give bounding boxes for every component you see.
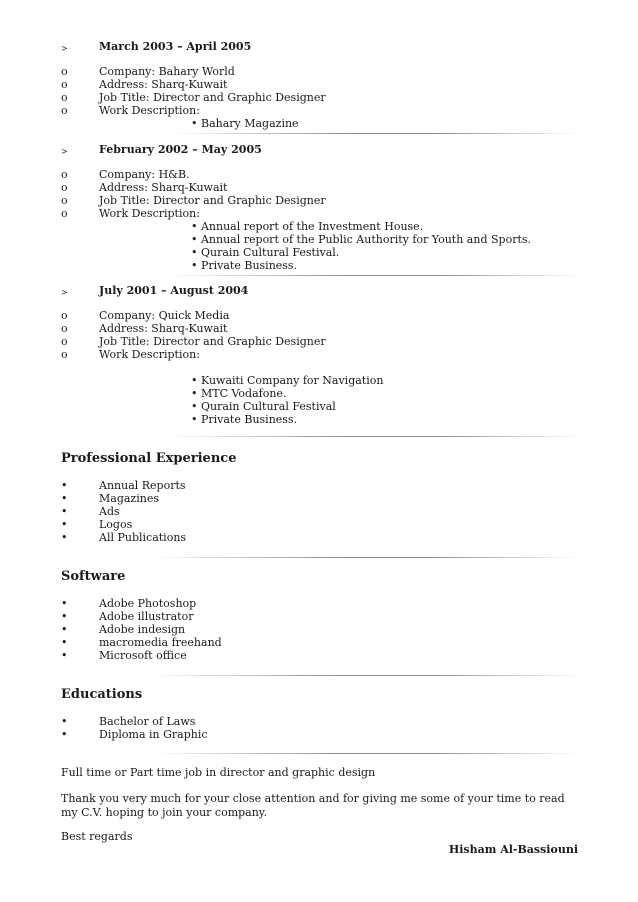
bullet-icon: • <box>61 610 68 623</box>
signature-name: Hisham Al-Bassiouni <box>448 843 578 856</box>
software-heading: Software <box>61 569 126 584</box>
software-item: Adobe indesign <box>99 623 186 636</box>
job2-item: • Private Business. <box>191 259 298 272</box>
bullet-icon: • <box>61 623 68 636</box>
circle-bullet-icon: o <box>61 322 68 335</box>
bullet-icon: • <box>61 531 68 544</box>
divider <box>170 436 580 437</box>
job2-date: February 2002 – May 2005 <box>99 143 262 156</box>
software-item: macromedia freehand <box>99 636 222 649</box>
divider <box>170 275 580 276</box>
arrow-marker-icon: > <box>61 147 68 156</box>
divider <box>150 557 580 558</box>
job2-item: • Qurain Cultural Festival. <box>191 246 340 259</box>
job1-item: • Bahary Magazine <box>191 117 299 130</box>
job1-title: Job Title: Director and Graphic Designer <box>99 91 326 104</box>
job3-desc-label: Work Description: <box>99 348 200 361</box>
bullet-icon: • <box>61 649 68 662</box>
experience-item: Ads <box>99 505 120 518</box>
software-item: Adobe Photoshop <box>99 597 197 610</box>
thanks-text: Thank you very much for your close attention and for giving me some of your time to read my C.V. hoping to join your company. <box>61 792 565 819</box>
job2-desc-label: Work Description: <box>99 207 200 220</box>
job1-date: March 2003 – April 2005 <box>99 40 252 53</box>
job3-date: July 2001 – August 2004 <box>99 284 249 297</box>
job3-title: Job Title: Director and Graphic Designer <box>99 335 326 348</box>
circle-bullet-icon: o <box>61 348 68 361</box>
bullet-icon: • <box>61 636 68 649</box>
circle-bullet-icon: o <box>61 181 68 194</box>
job3-item: • MTC Vodafone. <box>191 387 287 400</box>
job2-item: • Annual report of the Investment House. <box>191 220 424 233</box>
job2-address: Address: Sharq-Kuwait <box>99 181 228 194</box>
divider <box>150 753 580 754</box>
divider <box>170 133 580 134</box>
circle-bullet-icon: o <box>61 335 68 348</box>
circle-bullet-icon: o <box>61 168 68 181</box>
bullet-icon: • <box>61 518 68 531</box>
job2-item: • Annual report of the Public Authority for Youth and Sports. <box>191 233 532 246</box>
job3-item: • Qurain Cultural Festival <box>191 400 336 413</box>
job2-company: Company: H&B. <box>99 168 190 181</box>
educations-heading: Educations <box>61 687 143 702</box>
circle-bullet-icon: o <box>61 309 68 322</box>
experience-item: Annual Reports <box>99 479 186 492</box>
software-item: Adobe illustrator <box>99 610 194 623</box>
circle-bullet-icon: o <box>61 65 68 78</box>
circle-bullet-icon: o <box>61 194 68 207</box>
job3-company: Company: Quick Media <box>99 309 230 322</box>
circle-bullet-icon: o <box>61 91 68 104</box>
circle-bullet-icon: o <box>61 104 68 117</box>
regards-text: Best regards <box>61 830 133 843</box>
arrow-marker-icon: > <box>61 44 68 53</box>
bullet-icon: • <box>61 505 68 518</box>
experience-item: Logos <box>99 518 133 531</box>
job2-title: Job Title: Director and Graphic Designer <box>99 194 326 207</box>
job3-address: Address: Sharq-Kuwait <box>99 322 228 335</box>
job1-address: Address: Sharq-Kuwait <box>99 78 228 91</box>
software-item: Microsoft office <box>99 649 187 662</box>
divider <box>150 675 580 676</box>
bullet-icon: • <box>61 715 68 728</box>
circle-bullet-icon: o <box>61 78 68 91</box>
job3-item: • Private Business. <box>191 413 298 426</box>
job3-item: • Kuwaiti Company for Navigation <box>191 374 384 387</box>
objective-text: Full time or Part time job in director and graphic design <box>61 766 376 779</box>
bullet-icon: • <box>61 479 68 492</box>
bullet-icon: • <box>61 597 68 610</box>
education-item: Diploma in Graphic <box>99 728 208 741</box>
bullet-icon: • <box>61 728 68 741</box>
experience-heading: Professional Experience <box>61 451 237 466</box>
job1-company: Company: Bahary World <box>99 65 235 78</box>
education-item: Bachelor of Laws <box>99 715 196 728</box>
circle-bullet-icon: o <box>61 207 68 220</box>
job1-desc-label: Work Description: <box>99 104 200 117</box>
arrow-marker-icon: > <box>61 288 68 297</box>
bullet-icon: • <box>61 492 68 505</box>
experience-item: Magazines <box>99 492 159 505</box>
experience-item: All Publications <box>99 531 187 544</box>
